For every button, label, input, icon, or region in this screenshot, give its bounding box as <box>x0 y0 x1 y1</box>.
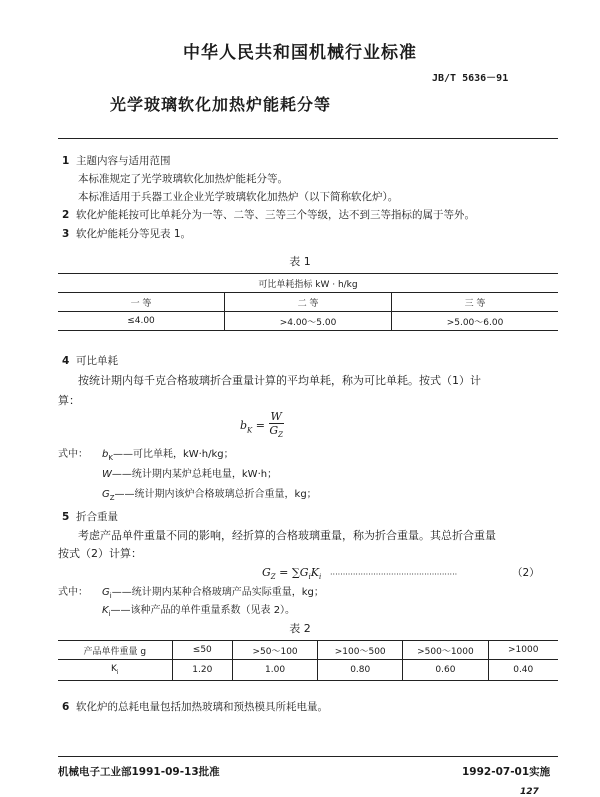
section-1-para-2: 本标准适用于兵器工业企业光学玻璃软化加热炉（以下简称软化炉）。 <box>78 191 399 203</box>
section-4-heading: 4 可比单耗 <box>62 355 118 367</box>
table-2 <box>58 640 558 681</box>
table-2-coef-1: 1.20 <box>172 660 232 681</box>
table-1-grade-3: 三 等 <box>464 298 486 309</box>
table-2-weight-3: >100～500 <box>318 641 403 660</box>
document-title: 光学玻璃软化加热炉能耗分等 <box>110 95 332 114</box>
section-5-heading: 5 折合重量 <box>62 511 118 523</box>
definition-gi: $G_i——$统计期内某种合格玻璃产品实际重量，kg； <box>102 587 324 600</box>
footer-divider <box>58 756 558 757</box>
section-6: 6 软化炉的总耗电量包括加热玻璃和预热模具所耗电量。 <box>62 701 328 713</box>
table-1-value-2: >4.00～5.00 <box>225 312 392 331</box>
table-2-weight-1: ≤50 <box>172 641 232 660</box>
table-2-weight-4: >500～1000 <box>403 641 488 660</box>
table-2-row-1-label: 产品单件重量 g <box>58 641 172 660</box>
approval-line: 机械电子工业部1991-09-13批准 <box>58 766 220 778</box>
table-1-value-3: >5.00～6.00 <box>446 317 504 328</box>
definition-bk: $b_K——$可比单耗，kW·h/kg； <box>102 449 234 462</box>
table-2-coef-5: 0.40 <box>513 665 534 675</box>
standard-code: JB/T 5636－91 <box>432 73 509 84</box>
table-1 <box>58 273 558 331</box>
page-number: 127 <box>520 787 539 797</box>
formula-2-number: （2） <box>512 567 540 579</box>
effective-date: 1992-07-01实施 <box>462 766 551 778</box>
definition-gz: $G_Z——$统计期内该炉合格玻璃总折合重量，kg； <box>102 489 317 502</box>
table-1-value-1: ≤4.00 <box>58 312 225 331</box>
table-2-coef-3: 0.80 <box>318 660 403 681</box>
table-2-caption: 表 2 <box>289 622 311 635</box>
section-5-para: 考虑产品单件重量不同的影响，经折算的合格玻璃重量，称为折合重量。其总折合重量 <box>78 529 496 542</box>
table-1-grade-2: 二 等 <box>225 293 392 312</box>
formula-2: $G_Z = \sum G_iK_i$ <box>262 566 322 582</box>
table-2-weight-2: >50～100 <box>233 641 318 660</box>
table-2-weight-5: >1000 <box>508 645 539 655</box>
formula-2-leader: ·················································· <box>330 570 458 579</box>
table-2-row-2-label: $K_i$ <box>58 660 172 681</box>
definition-w: W——统计期内某炉总耗电量，kW·h； <box>102 469 278 480</box>
formula-1: $b_K$ = $\frac{W}{G_Z}$ <box>240 410 283 440</box>
table-1-header: 可比单耗指标 kW · h/kg <box>258 279 358 290</box>
section-2: 2 软化炉能耗按可比单耗分为一等、二等、三等三个等级，达不到三等指标的属于等外。 <box>62 209 475 221</box>
title-divider <box>58 138 558 139</box>
table-1-grade-1: 一 等 <box>58 293 225 312</box>
section-1-heading: 1 主题内容与适用范围 <box>62 155 171 167</box>
table-2-coef-2: 1.00 <box>233 660 318 681</box>
table-1-caption: 表 1 <box>289 255 311 268</box>
section-5-para-cont: 按式（2）计算： <box>58 547 142 560</box>
issuer-heading: 中华人民共和国机械行业标准 <box>183 43 417 63</box>
definition-ki: $K_i——$该种产品的单件重量系数（见表 2）。 <box>102 605 296 618</box>
section-1-para-1: 本标准规定了光学玻璃软化加热炉能耗分等。 <box>78 173 288 185</box>
section-4-para-cont: 算： <box>58 394 80 407</box>
table-2-coef-4: 0.60 <box>403 660 488 681</box>
section-4-para: 按统计期内每千克合格玻璃折合重量计算的平均单耗，称为可比单耗。按式（1）计 <box>78 374 481 387</box>
section-3: 3 软化炉能耗分等见表 1。 <box>62 228 192 240</box>
